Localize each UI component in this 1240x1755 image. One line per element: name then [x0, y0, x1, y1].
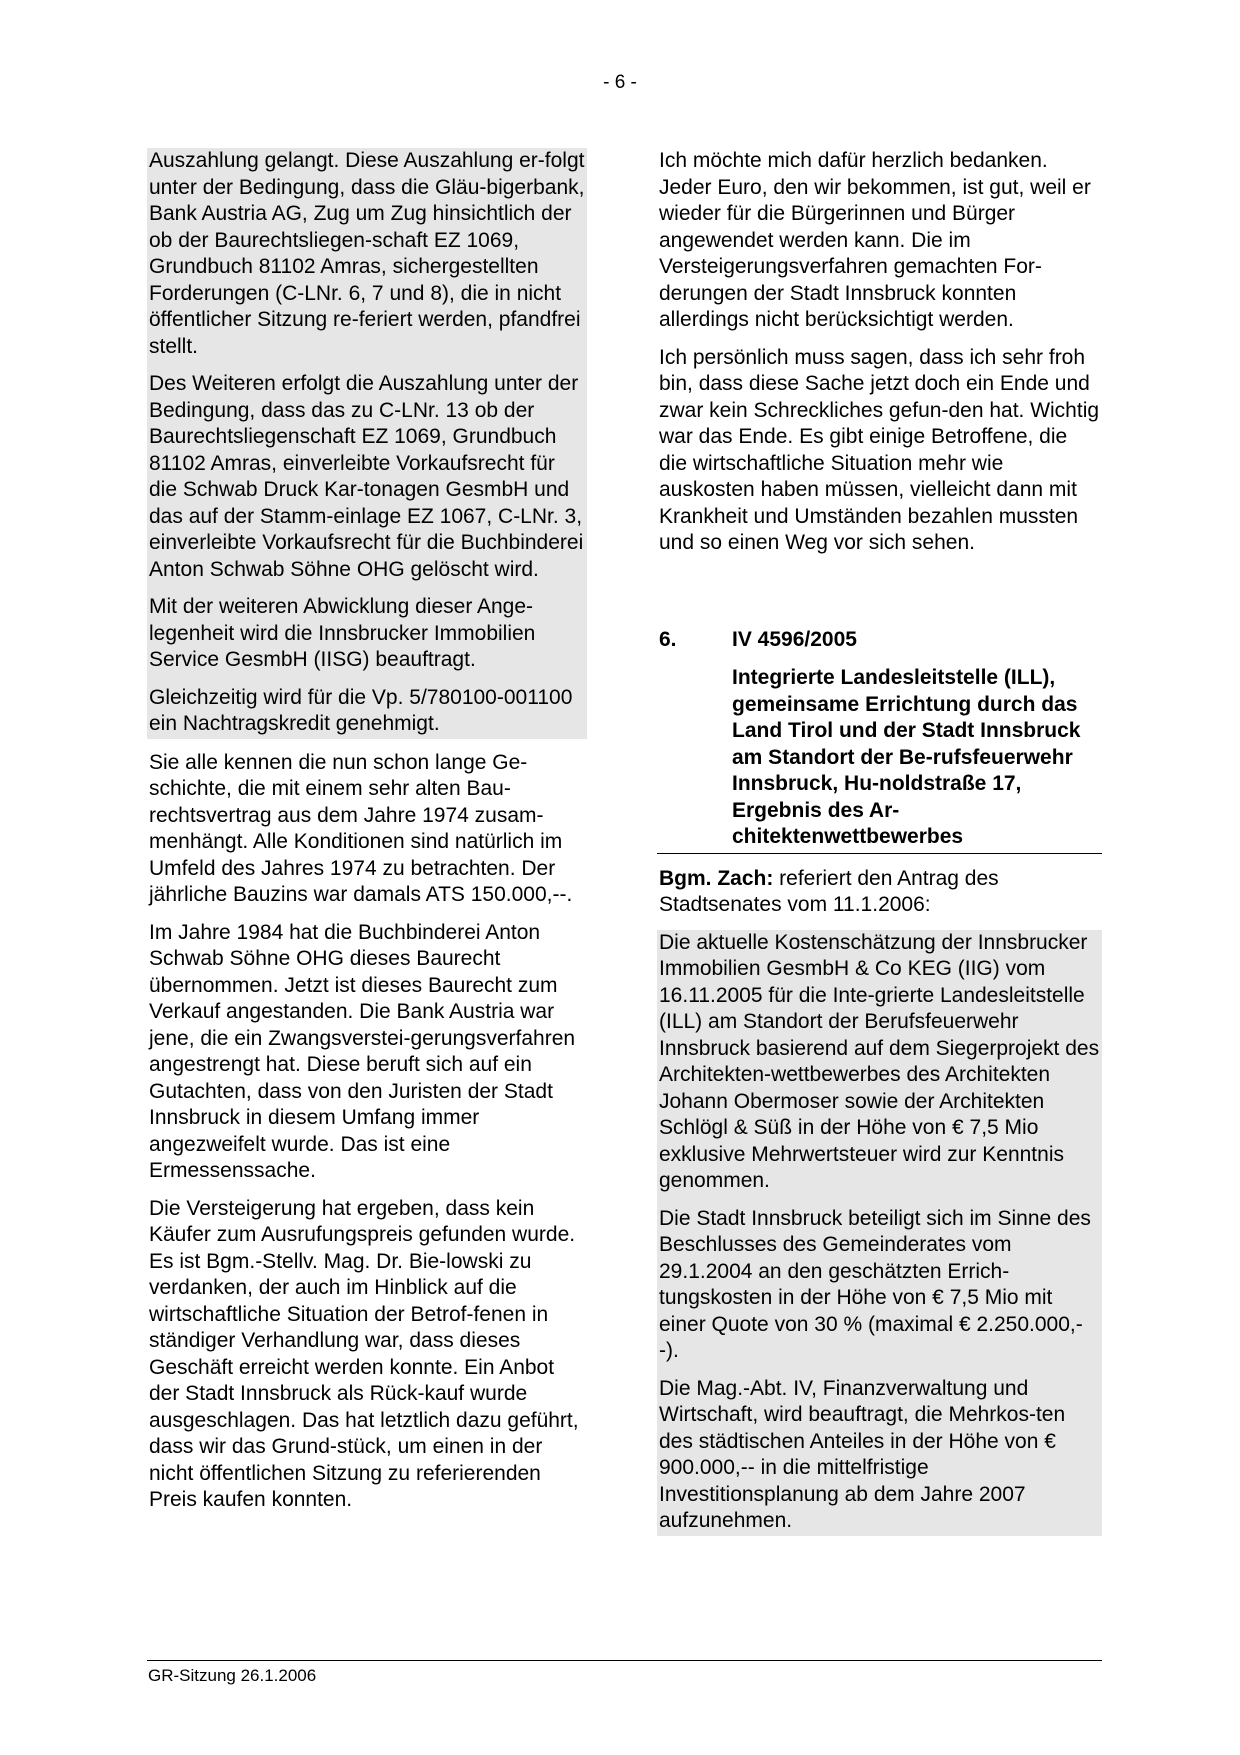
speaker-text: referiert den Antrag des Stadtsenates vom 11.1.2006: [659, 866, 999, 916]
resolution-paragraph: Auszahlung gelangt. Diese Auszahlung er-folgt unter der Bedingung, dass die Gläu-bigerbank, Bank Austria AG, Zug um Zug hinsichtlich der ob der Baurechtsliegen-schaft EZ 1069, Grundbuch 81102 Amras, sichergestellten Forderungen (C-LNr. 6, 7 und 8), die in nicht öffentlicher Sitzung re-feriert werden, pfandfrei stellt. [149, 149, 585, 358]
motion-paragraph: Die aktuelle Kostenschätzung der Innsbrucker Immobilien GesmbH & Co KEG (IIG) vom 16.11.2005 für die Inte-grierte Landesleitstelle (ILL) am Standort der Berufsfeuerwehr Innsbruck basierend auf dem Siegerprojekt des Architekten-wettbewerbes des Architekten Johann Obermoser sowie der Architekten Schlögl & Süß in der Höhe von € 7,5 Mio exklusive Mehrwertsteuer wird zur Kenntnis genommen. [659, 930, 1100, 1192]
footer-session-label: GR-Sitzung 26.1.2006 [148, 1666, 317, 1685]
resolution-paragraph: Gleichzeitig wird für die Vp. 5/780100-001100 ein Nachtragskredit genehmigt. [149, 685, 573, 735]
agenda-item-title: Integrierte Landesleitstelle (ILL), gemeinsame Errichtung durch das Land Tirol und der Stadt Innsbruck am Standort der Be-rufsfeuerwehr Innsbruck, Hu-noldstraße 17, Ergebnis des Ar-chitektenwettbewerbes [732, 666, 1081, 848]
body-paragraph: Ich persönlich muss sagen, dass ich sehr froh bin, dass diese Sache jetzt doch ein Ende und zwar kein Schreckliches gefun-den hat. Wichtig war das Ende. Es gibt einige Betroffene, die die wirtschaftliche Situation mehr wie auskosten haben müssen, vielleicht dann mit Krankheit und Umständen bezahlen mussten und so einen Weg vor sich sehen. [659, 345, 1100, 554]
body-paragraph: Sie alle kennen die nun schon lange Ge-schichte, die mit einem sehr alten Bau-rechtsvertrag aus dem Jahre 1974 zusam-menhängt. Alle Konditionen sind natürlich im Umfeld des Jahres 1974 zu betrachten. Der jährliche Bauzins war damals ATS 150.000,--. [149, 750, 573, 906]
body-paragraph: Im Jahre 1984 hat die Buchbinderei Anton Schwab Söhne OHG dieses Baurecht übernommen. Jetzt ist dieses Baurecht zum Verkauf angestanden. Die Bank Austria war jene, die ein Zwangsverstei-gerungsverfahren angestrengt hat. Diese beruft sich auf ein Gutachten, dass von den Juristen der Stadt Innsbruck in diesem Umfang immer angezweifelt wurde. Das ist eine Ermessenssache. [149, 920, 576, 1182]
motion-paragraph: Die Stadt Innsbruck beteiligt sich im Sinne des Beschlusses des Gemeinderates vom 29.1.2004 an den geschätzten Errich-tungskosten in der Höhe von € 7,5 Mio mit einer Quote von 30 % (maximal € 2.250.000,--). [659, 1206, 1091, 1362]
agenda-item-reference: IV 4596/2005 [732, 627, 857, 651]
agenda-item-header [657, 627, 1102, 654]
footer-divider [147, 1660, 1102, 1661]
speaker-statement [657, 866, 1102, 919]
body-paragraph: Ich möchte mich dafür herzlich bedanken. Jeder Euro, den wir bekommen, ist gut, weil er wieder für die Bürgerinnen und Bürger angewendet werden kann. Die im Versteigerungsverfahren gemachten For-derungen der Stadt Innsbruck konnten allerdings nicht berücksichtigt werden. [659, 149, 1091, 331]
motion-paragraph: Die Mag.-Abt. IV, Finanzverwaltung und Wirtschaft, wird beauftragt, die Mehrkos-ten des städtischen Anteiles in der Höhe von € 900.000,-- in die mittelfristige Investitionsplanung ab dem Jahre 2007 aufzunehmen. [659, 1376, 1066, 1532]
page-number: - 6 - [603, 72, 637, 93]
agenda-item [657, 627, 1102, 854]
agenda-item-divider [657, 665, 1102, 854]
motion-text-block [657, 930, 1102, 1536]
resolution-paragraph: Des Weiteren erfolgt die Auszahlung unter der Bedingung, dass das zu C-LNr. 13 ob der Baurechtsliegenschaft EZ 1069, Grundbuch 81102 Amras, einverleibte Vorkaufsrecht für die Schwab Druck Kar-tonagen GesmbH und das auf der Stamm-einlage EZ 1067, C-LNr. 3, einverleibte Vorkaufsrecht für die Buchbinderei Anton Schwab Söhne OHG gelöscht wird. [149, 372, 584, 581]
speaker-name: Bgm. Zach: [659, 866, 774, 890]
body-paragraph: Die Versteigerung hat ergeben, dass kein Käufer zum Ausrufungspreis gefunden wurde. Es ist Bgm.-Stellv. Mag. Dr. Bie-lowski zu verdanken, der auch im Hinblick auf die wirtschaftliche Situation der Betrof-fenen in ständiger Verhandlung war, dass dieses Geschäft erreicht werden konnte. Ein Anbot der Stadt Innsbruck als Rück-kauf wurde ausgeschlagen. Das hat letztlich dazu geführt, dass wir das Grund-stück, um einen in der nicht öffentlichen Sitzung zu referierenden Preis kaufen konnten. [149, 1196, 579, 1511]
resolution-paragraph: Mit der weiteren Abwicklung dieser Ange-legenheit wird die Innsbrucker Immobilien Service GesmbH (IISG) beauftragt. [149, 595, 536, 671]
resolution-text-block [147, 148, 587, 739]
right-column [657, 148, 1102, 1547]
agenda-item-number: 6. [659, 627, 677, 651]
left-column [147, 148, 587, 1525]
